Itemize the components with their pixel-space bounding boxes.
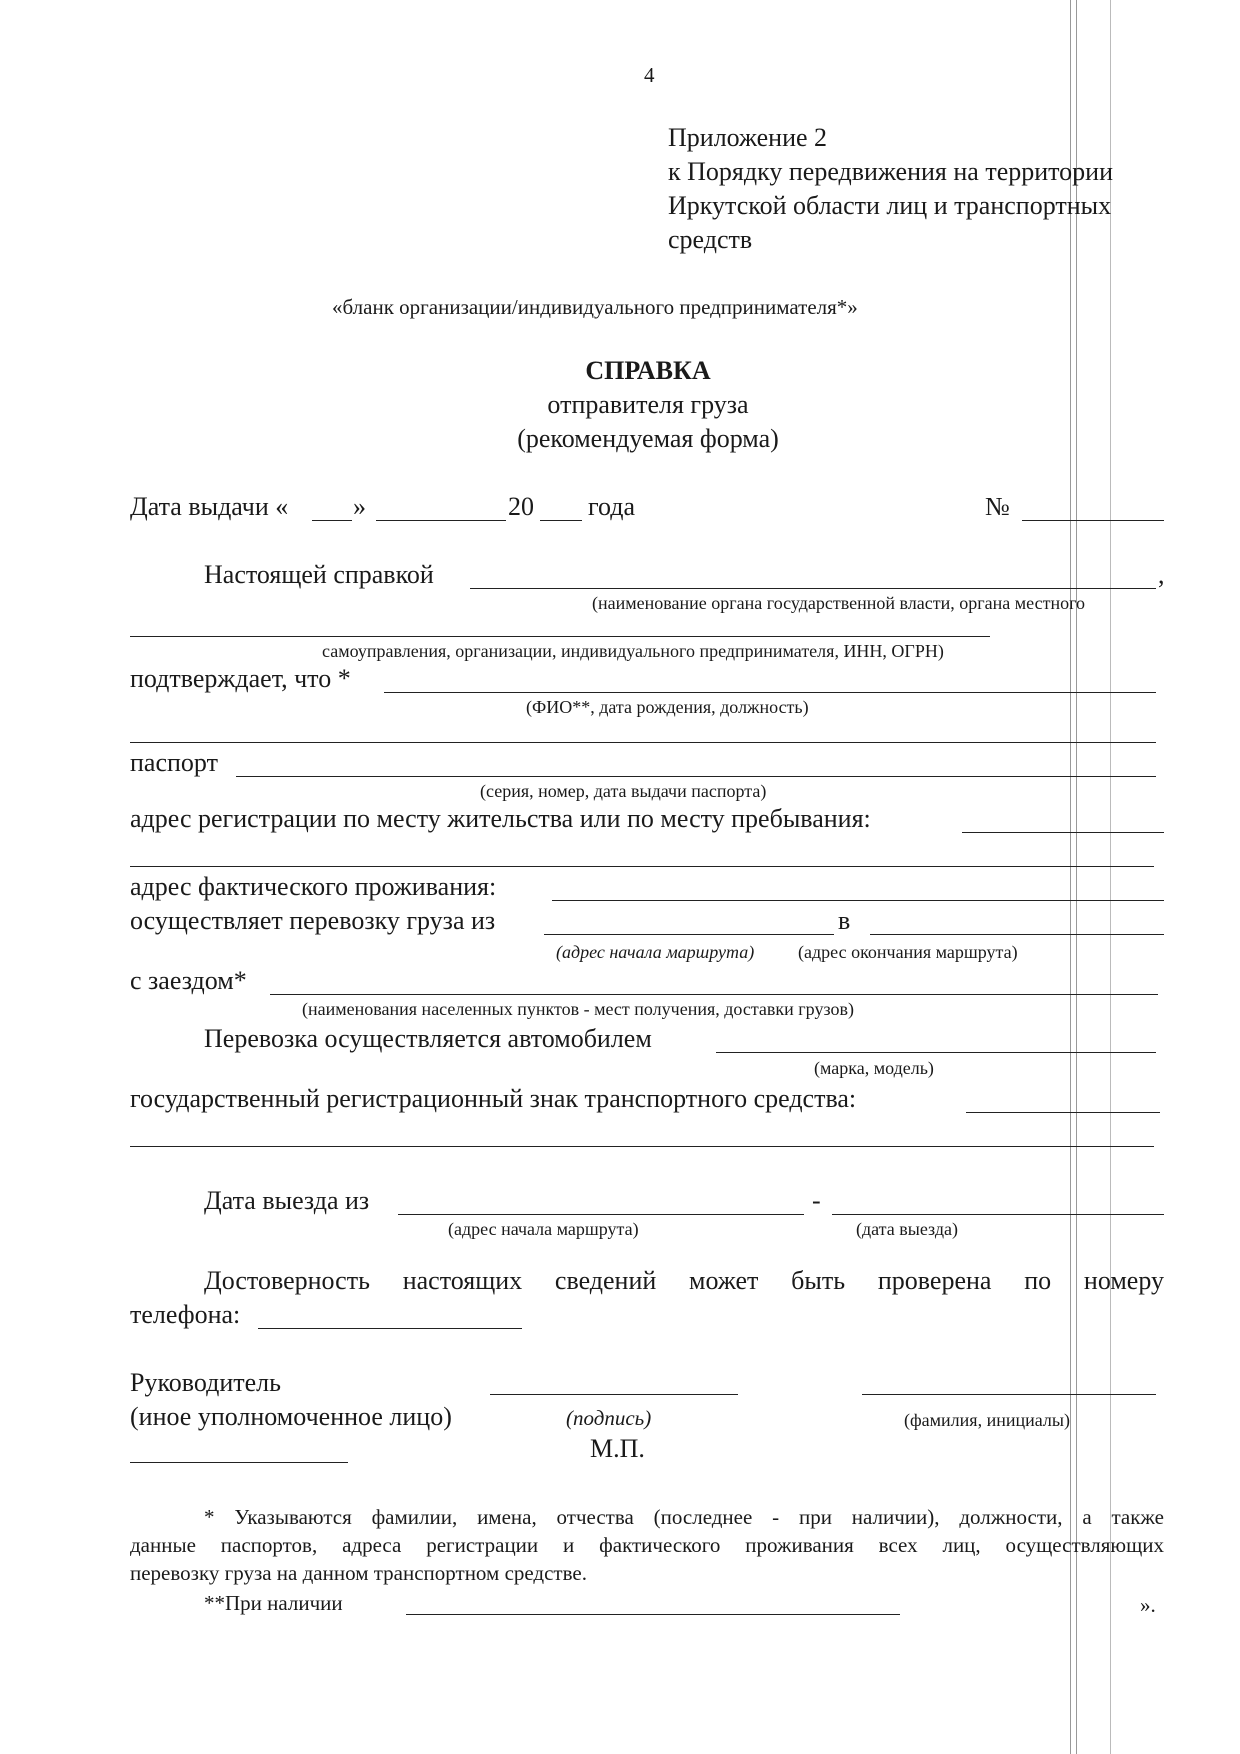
name-initials-field[interactable] — [862, 1394, 1156, 1395]
footnote-1-line-3: перевозку груза на данном транспортном средстве. — [130, 1561, 587, 1585]
form-closing-quote: ». — [1140, 1593, 1156, 1617]
annex-line-4: средств — [668, 225, 753, 254]
name-initials-hint: (фамилия, инициалы) — [904, 1410, 1070, 1430]
footnote-1-line-2: данные паспортов, адреса регистрации и фактического проживания всех лиц, осуществляющих — [130, 1533, 1164, 1557]
footnote-1-line-1: * Указываются фамилии, имена, отчества (последнее - при наличии), должности, а также — [204, 1505, 1164, 1529]
issue-year-suffix: года — [588, 492, 636, 521]
route-end-field[interactable] — [870, 934, 1164, 935]
head-label: Руководитель — [130, 1368, 281, 1397]
footnote-2-field[interactable] — [406, 1614, 900, 1615]
actual-address-field[interactable] — [552, 900, 1164, 901]
stops-label: с заездом* — [130, 966, 247, 995]
stops-hint: (наименования населенных пунктов - мест получения, доставки грузов) — [302, 999, 854, 1019]
passport-label: паспорт — [130, 748, 218, 777]
person-field[interactable] — [384, 692, 1156, 693]
document-subtitle: отправителя груза — [547, 390, 749, 419]
document-number-field[interactable] — [1022, 520, 1164, 521]
actual-address-label: адрес фактического проживания: — [130, 872, 497, 901]
person-field-continued[interactable] — [130, 742, 1156, 743]
document-title: СПРАВКА — [585, 356, 711, 385]
phone-field[interactable] — [258, 1328, 522, 1329]
transport-route-label: осуществляет перевозку груза из — [130, 906, 496, 935]
registration-address-field-continued[interactable] — [130, 866, 1154, 867]
departure-dash: - — [812, 1186, 821, 1215]
annex-line-1: Приложение 2 — [668, 123, 828, 152]
scan-edge-line — [1070, 0, 1071, 1754]
plate-field[interactable] — [966, 1112, 1160, 1113]
issue-year-prefix: 20 — [508, 492, 534, 521]
blank-caption: «бланк организации/индивидуального предпринимателя*» — [332, 295, 858, 319]
certify-field[interactable] — [470, 588, 1156, 589]
scan-edge-line — [1076, 0, 1077, 1754]
departure-date-hint: (дата выезда) — [856, 1219, 958, 1239]
issue-month-field[interactable] — [376, 520, 506, 521]
route-start-hint: (адрес начала маршрута) — [556, 942, 755, 962]
issue-date-label: Дата выдачи « — [130, 492, 289, 521]
departure-label: Дата выезда из — [204, 1186, 370, 1215]
certify-field-continued[interactable] — [130, 636, 990, 637]
issue-date-close-quote: » — [353, 492, 366, 521]
vehicle-hint: (марка, модель) — [814, 1058, 934, 1078]
passport-hint: (серия, номер, дата выдачи паспорта) — [480, 781, 767, 801]
person-hint: (ФИО**, дата рождения, должность) — [526, 697, 809, 717]
registration-address-field[interactable] — [962, 832, 1164, 833]
plate-field-continued[interactable] — [130, 1146, 1154, 1147]
annex-line-2: к Порядку передвижения на территории — [668, 157, 1113, 186]
stamp-place: М.П. — [590, 1434, 645, 1463]
signature-hint: (подпись) — [566, 1406, 652, 1430]
confirms-label: подтверждает, что * — [130, 664, 351, 693]
signature-field[interactable] — [490, 1394, 738, 1395]
plate-label: государственный регистрационный знак транспортного средства: — [130, 1084, 857, 1113]
issue-year-field[interactable] — [540, 520, 582, 521]
page-number: 4 — [644, 63, 655, 87]
departure-date-field[interactable] — [832, 1214, 1164, 1215]
certify-comma: , — [1158, 560, 1165, 589]
route-end-hint: (адрес окончания маршрута) — [798, 942, 1018, 962]
vehicle-field[interactable] — [716, 1052, 1156, 1053]
departure-place-field[interactable] — [398, 1214, 804, 1215]
annex-line-3: Иркутской области лиц и транспортных — [668, 191, 1112, 220]
document-number-sign: № — [985, 492, 1010, 521]
authorized-person-label: (иное уполномоченное лицо) — [130, 1402, 452, 1431]
departure-start-hint: (адрес начала маршрута) — [448, 1219, 639, 1239]
certify-label: Настоящей справкой — [204, 560, 434, 589]
certify-hint-1: (наименование органа государственной власти, органа местного — [592, 593, 1086, 613]
verification-text-line-2: телефона: — [130, 1300, 241, 1329]
passport-field[interactable] — [236, 776, 1156, 777]
stops-field[interactable] — [270, 994, 1158, 995]
registration-address-label: адрес регистрации по месту жительства или по месту пребывания: — [130, 804, 871, 833]
issue-day-field[interactable] — [312, 520, 352, 521]
date-signature-field[interactable] — [130, 1462, 348, 1463]
route-start-field[interactable] — [544, 934, 834, 935]
footnote-2-label: **При наличии — [204, 1591, 343, 1615]
vehicle-label: Перевозка осуществляется автомобилем — [204, 1024, 652, 1053]
verification-text-line-1: Достоверность настоящих сведений может быть проверена по номеру — [204, 1266, 1164, 1295]
certify-hint-2: самоуправления, организации, индивидуального предпринимателя, ИНН, ОГРН) — [322, 641, 944, 661]
scan-edge-line — [1110, 0, 1111, 1754]
route-to-label: в — [838, 906, 851, 935]
document-form-note: (рекомендуемая форма) — [517, 424, 779, 453]
